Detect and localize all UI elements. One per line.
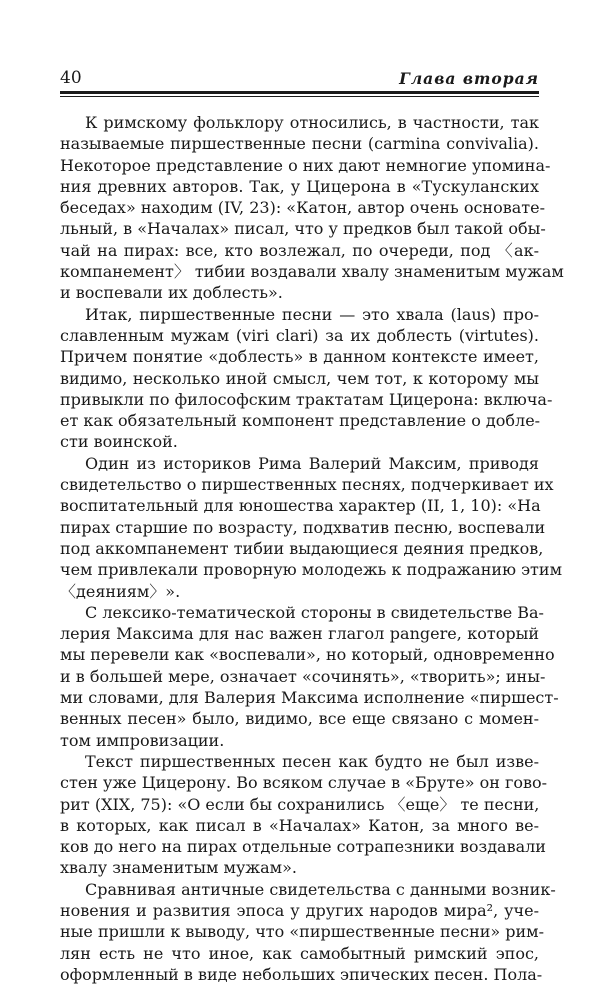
text-line: лян есть не что иное, как самобытный римский эпос, bbox=[60, 943, 539, 963]
text-line: новения и развития эпоса у других народов мира², уче- bbox=[60, 900, 539, 920]
text-line: в которых, как писал в «Началах» Катон, за много ве- bbox=[60, 815, 539, 835]
paragraph bbox=[60, 751, 548, 879]
text-line: Некоторое представление о них дают немногие упомина- bbox=[60, 155, 551, 175]
paragraph bbox=[60, 453, 563, 602]
text-line: льный, в «Началах» писал, что у предков был такой обы- bbox=[60, 219, 546, 239]
text-line: Итак, пиршественные песни — это хвала (laus) про- bbox=[85, 304, 539, 324]
text-line: ные пришли к выводу, что «пиршественные песни» рим- bbox=[60, 922, 545, 942]
header-rule-thick bbox=[60, 91, 539, 94]
text-line: К римскому фольклору относились, в частности, так bbox=[85, 113, 539, 132]
text-line: хвалу знаменитым мужам». bbox=[60, 858, 297, 878]
text-line: и воспевали их доблесть». bbox=[60, 283, 283, 303]
running-head: Глава вторая bbox=[399, 69, 539, 88]
paragraph bbox=[60, 304, 553, 453]
text-line: Один из историков Рима Валерий Максим, приводя bbox=[85, 453, 539, 473]
header-rule-thin bbox=[60, 96, 539, 97]
text-line: мы перевели как «воспевали», но который, одновременно bbox=[60, 645, 555, 665]
text-line: чем привлекали проворную молодежь к подражанию этим bbox=[60, 560, 563, 580]
text-line: 〈деяниям〉». bbox=[60, 581, 181, 601]
paragraph bbox=[60, 112, 564, 304]
text-line: воспитательный для юношества характер (II, 1, 10): «На bbox=[60, 496, 541, 516]
text-line: оформленный в виде небольших эпических песен. Пола- bbox=[60, 964, 543, 984]
text-line: ния древних авторов. Так, у Цицерона в «Тускуланских bbox=[60, 176, 539, 196]
text-line: Текст пиршественных песен как будто не был изве- bbox=[85, 751, 539, 771]
text-line: венных песен» было, видимо, все еще связано с момен- bbox=[60, 709, 539, 729]
text-line: С лексико-тематической стороны в свидетельстве Ва- bbox=[85, 602, 544, 622]
text-line: беседах» находим (IV, 23): «Катон, автор очень основате- bbox=[60, 198, 545, 218]
text-line: ет как обязательный компонент представление о добле- bbox=[60, 411, 541, 431]
text-line: пирах старшие по возрасту, подхватив песню, воспевали bbox=[60, 517, 546, 537]
paragraph bbox=[60, 879, 556, 985]
text-line: том импровизации. bbox=[60, 730, 225, 750]
text-line: под аккомпанемент тибии выдающиеся деяния предков, bbox=[60, 538, 544, 558]
text-line: привыкли по философским трактатам Цицерона: включа- bbox=[60, 389, 553, 409]
body-text bbox=[60, 112, 564, 985]
text-line: сти воинской. bbox=[60, 432, 178, 452]
text-line: лерия Максима для нас важен глагол pangere, который bbox=[60, 624, 539, 644]
page-number: 40 bbox=[60, 68, 82, 88]
text-line: Сравнивая античные свидетельства с данными возник- bbox=[85, 879, 556, 899]
text-line: Причем понятие «доблесть» в данном контексте имеет, bbox=[60, 347, 539, 367]
text-line: и в большей мере, означает «сочинять», «творить»; ины- bbox=[60, 666, 546, 686]
page-header bbox=[60, 66, 539, 88]
text-line: свидетельство о пиршественных песнях, подчеркивает их bbox=[60, 475, 554, 495]
text-line: называемые пиршественные песни (carmina convivalia). bbox=[60, 134, 539, 154]
text-line: рит (XIX, 75): «О если бы сохранились 〈еще〉 те песни, bbox=[60, 794, 540, 814]
text-line: славленным мужам (viri clari) за их доблесть (virtutes). bbox=[60, 325, 539, 345]
text-line: компанемент〉 тибии воздавали хвалу знаменитым мужам bbox=[60, 262, 564, 282]
text-line: ми словами, для Валерия Максима исполнение «пиршест- bbox=[60, 688, 559, 708]
text-line: ков до него на пирах отдельные сотрапезники воздавали bbox=[60, 837, 546, 857]
text-line: стен уже Цицерону. Во всяком случае в «Бруте» он гово- bbox=[60, 773, 548, 793]
text-line: чай на пирах: все, кто возлежал, по очереди, под 〈ак- bbox=[60, 240, 539, 260]
text-line: видимо, несколько иной смысл, чем тот, к которому мы bbox=[60, 368, 539, 388]
paragraph bbox=[60, 602, 559, 751]
